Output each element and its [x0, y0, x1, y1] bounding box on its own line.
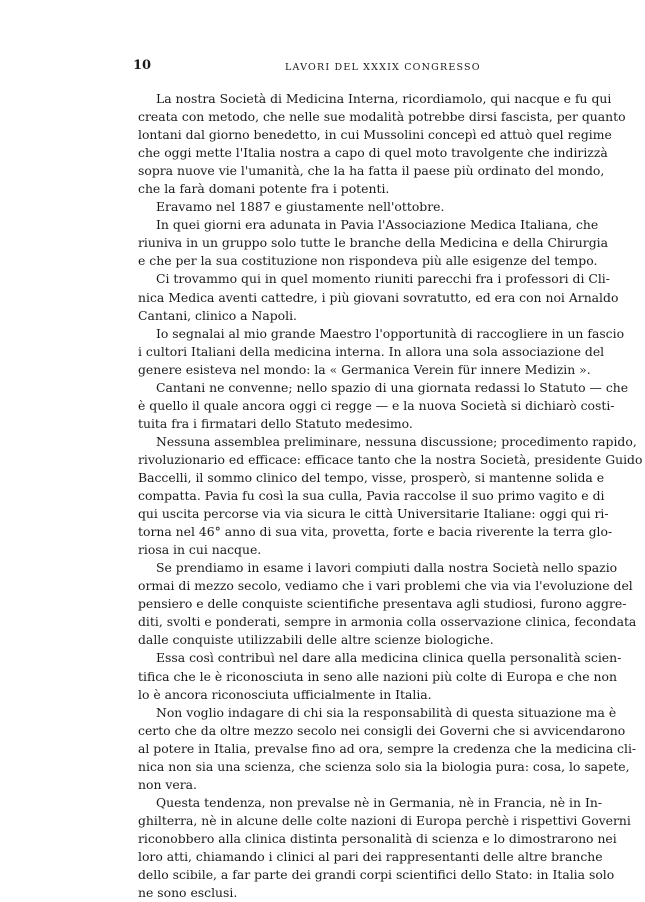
text-line: è quello il quale ancora oggi ci regge — e la nuova Società si dichiarò costi-	[138, 397, 615, 413]
text-line: Essa così contribuì nel dare alla medicina clinica quella personalità scien-	[156, 650, 622, 666]
text-line: Se prendiamo in esame i lavori compiuti dalla nostra Società nello spazio	[156, 560, 618, 576]
text-line: ne sono esclusi.	[138, 885, 238, 901]
text-line: Io segnalai al mio grande Maestro l'opportunità di raccogliere in un fascio	[156, 325, 625, 341]
text-line: Non voglio indagare di chi sia la responsabilità di questa situazione ma è	[156, 704, 617, 720]
paragraph	[138, 433, 643, 559]
text-line: dello scibile, a far parte dei grandi corpi scientifici dello Stato: in Italia solo	[138, 867, 615, 883]
text-line: nica Medica aventi cattedre, i più giovani sovratutto, ed era con noi Arnaldo	[138, 289, 619, 305]
text-line: compatta. Pavia fu così la sua culla, Pavia raccolse il suo primo vagito e di	[138, 488, 605, 504]
text-line: che la farà domani potente fra i potenti.	[138, 181, 390, 197]
paragraph	[138, 270, 619, 324]
text-line: torna nel 46° anno di sua vita, provetta, forte e bacia riverente la terra glo-	[138, 524, 613, 540]
text-line: creata con metodo, che nelle sue modalità potrebbe dirsi fascista, per quanto	[138, 109, 626, 125]
paragraph	[138, 704, 637, 794]
text-line: rivoluzionario ed efficace: efficace tanto che la nostra Società, presidente Guido	[138, 451, 643, 467]
paragraph	[138, 379, 629, 433]
text-line: Ci trovammo qui in quel momento riuniti parecchi fra i professori di Cli-	[156, 271, 610, 287]
text-line: riconobbero alla clinica distinta personalità di scienza e lo dimostrarono nei	[138, 830, 617, 846]
paragraph	[138, 216, 608, 270]
text-line: ghilterra, nè in alcune delle colte nazioni di Europa perchè i rispettivi Governi	[138, 812, 631, 828]
text-line: Baccelli, il sommo clinico del tempo, visse, prosperò, si mantenne solida e	[138, 469, 605, 485]
page-number: 10	[133, 58, 152, 73]
text-line: In quei giorni era adunata in Pavia l'Associazione Medica Italiana, che	[156, 217, 599, 233]
text-line: loro atti, chiamando i clinici al pari dei rappresentanti delle altre branche	[138, 848, 603, 864]
running-title: LAVORI DEL XXXIX CONGRESSO	[285, 62, 481, 73]
text-line: i cultori Italiani della medicina interna. In allora una sola associazione del	[138, 343, 605, 359]
text-line: Cantani ne convenne; nello spazio di una giornata redassi lo Statuto — che	[156, 379, 629, 395]
text-line: e che per la sua costituzione non rispondeva più alle esigenze del tempo.	[138, 253, 598, 269]
text-line: La nostra Società di Medicina Interna, ricordiamolo, qui nacque e fu qui	[156, 91, 612, 106]
text-line: pensiero e delle conquiste scientifiche presentava agli studiosi, furono aggre-	[138, 596, 627, 612]
text-line: lontani dal giorno benedetto, in cui Mussolini concepì ed attuò quel regime	[138, 127, 612, 143]
body-text	[138, 90, 643, 902]
text-line: qui uscita percorse via via sicura le città Universitarie Italiane: oggi qui ri-	[138, 506, 609, 522]
paragraph	[138, 198, 586, 216]
text-line: tifica che le è riconosciuta in seno alle nazioni più colte di Europa e che non	[138, 668, 617, 684]
text-line: riuniva in un gruppo solo tutte le branche della Medicina e della Chirurgia	[138, 235, 608, 251]
paragraph	[138, 649, 622, 703]
text-line: lo è ancora riconosciuta ufficialmente in Italia.	[138, 686, 432, 702]
text-line: ormai di mezzo secolo, vediamo che i vari problemi che via via l'evoluzione del	[138, 578, 633, 594]
text-line: dalle conquiste utilizzabili delle altre scienze biologiche.	[138, 632, 494, 648]
text-line: Nessuna assemblea preliminare, nessuna discussione; procedimento rapido,	[156, 433, 637, 449]
text-line: tuita fra i firmatari dello Statuto medesimo.	[138, 415, 413, 431]
text-line: diti, svolti e ponderati, sempre in armonia colla osservazione clinica, fecondata	[138, 614, 637, 630]
paragraph	[138, 559, 637, 649]
text-line: certo che da oltre mezzo secolo nei consigli dei Governi che si avvicendarono	[138, 722, 626, 738]
text-line: non vera.	[138, 776, 197, 792]
paragraph	[138, 325, 625, 379]
text-line: riosa in cui nacque.	[138, 542, 262, 558]
text-line: che oggi mette l'Italia nostra a capo di quel moto travolgente che indirizzà	[138, 145, 608, 161]
text-line: nica non sia una scienza, che scienza solo sia la biologia pura: cosa, lo sapete,	[138, 758, 630, 774]
text-line: al potere in Italia, prevalse fino ad ora, sempre la credenza che la medicina cli-	[138, 740, 637, 756]
text-line: Questa tendenza, non prevalse nè in Germania, nè in Francia, nè in In-	[156, 794, 603, 810]
text-line: Eravamo nel 1887 e giustamente nell'ottobre.	[156, 199, 445, 215]
text-line: genere esisteva nel mondo: la « Germanica Verein für innere Medizin ».	[138, 361, 591, 377]
text-line: Cantani, clinico a Napoli.	[138, 307, 297, 323]
paragraph	[138, 90, 626, 198]
paragraph	[138, 794, 631, 902]
text-line: sopra nuove vie l'umanità, che la ha fatta il paese più ordinato del mondo,	[138, 163, 605, 179]
